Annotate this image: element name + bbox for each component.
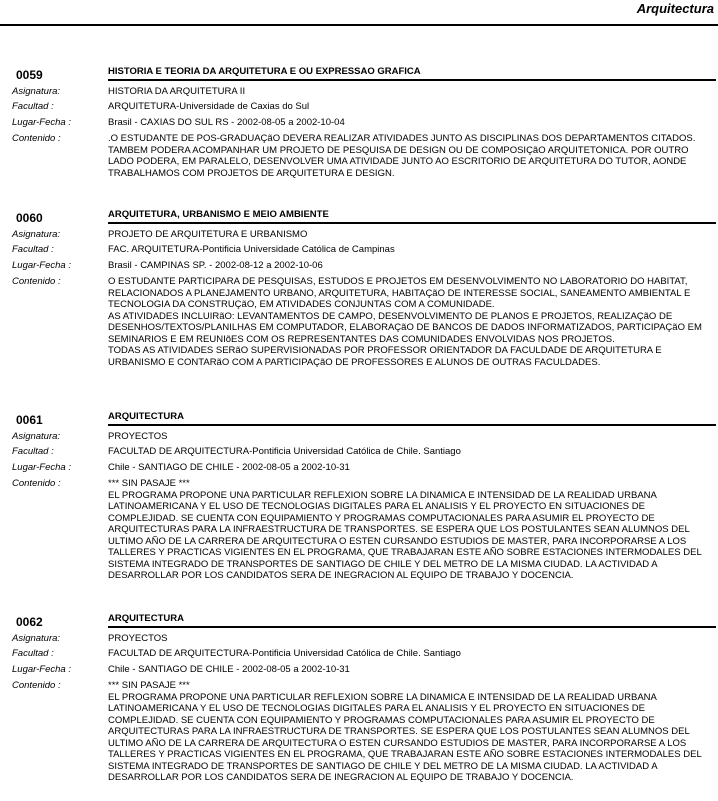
contenido-row xyxy=(0,680,718,784)
entry-divider xyxy=(108,626,716,628)
entry-divider xyxy=(108,222,716,224)
asignatura-row xyxy=(0,229,718,244)
contenido-label: Contenido : xyxy=(12,680,61,691)
facultad-row xyxy=(0,446,718,462)
entry-0060 xyxy=(0,209,718,368)
page-title: Arquitectura xyxy=(636,1,714,16)
asignatura-value: HISTORIA DA ARQUITETURA II xyxy=(108,86,246,97)
asignatura-row xyxy=(0,86,718,101)
facultad-row xyxy=(0,244,718,260)
facultad-value: FACULTAD DE ARQUITECTURA-Pontificia Universidad Católica de Chile. Santiago xyxy=(108,648,461,659)
entry-0059 xyxy=(0,66,718,179)
entry-number: 0061 xyxy=(16,413,43,427)
facultad-row xyxy=(0,648,718,664)
asignatura-value: PROYECTOS xyxy=(108,431,168,442)
entry-title: ARQUITETURA, URBANISMO E MEIO AMBIENTE xyxy=(108,209,329,220)
contenido-value: *** SIN PASAJE *** EL PROGRAMA PROPONE UNA PARTICULAR REFLEXION SOBRE LA DINAMICA E INTENSIDAD DE LA REALIDAD URBANA LATINOAMERICANA Y EL USO DE TECNOLOGIAS DIGITALES PARA EL ANALISIS Y EL PROYECTO EN SITUACIONES DE COMPLEJIDAD. SE CUENTA CON EQUIPAMIENTO Y PROGRAMAS COMPUTACIONALES PARA ASUMIR EL PROYECTO DE ARQUITECTURAS PARA LA INFRAESTRUCTURA DE TRANSPORTES. SE ESPERA QUE LOS POSTULANTES SEAN ALUMNOS DEL ULTIMO AÑO DE LA CARRERA DE ARQUITECTURA O ESTEN CURSANDO ESTUDIOS DE MASTER, PARA INCORPORARSE A LOS TALLERES Y PRACTICAS VIGIENTES EN EL PROGRAMA, QUE TRABAJARAN ESTE AÑO SOBRE ESTACIONES INTERMODALES DEL SISTEMA INTEGRADO DE TRANSPORTES DE SANTIAGO DE CHILE Y DEL METRO DE LA MISMA CIUDAD. LA ACTIVIDAD A DESARROLLAR POR LOS CANDIDATOS SERA DE INEGRACION AL EQUIPO DE TRABAJO Y DOCENCIA. xyxy=(108,478,702,581)
facultad-value: ARQUITETURA-Universidade de Caxias do Sul xyxy=(108,101,310,112)
asignatura-row xyxy=(0,431,718,446)
facultad-value: FACULTAD DE ARQUITECTURA-Pontificia Universidad Católica de Chile. Santiago xyxy=(108,446,461,457)
lugar-fecha-row xyxy=(0,117,718,133)
entry-title: ARQUITECTURA xyxy=(108,411,184,422)
asignatura-row xyxy=(0,633,718,648)
contenido-label: Contenido : xyxy=(12,478,61,489)
facultad-value: FAC. ARQUITETURA-Pontificia Universidade Católica de Campinas xyxy=(108,244,395,255)
lugar-fecha-value: Brasil - CAXIAS DO SUL RS - 2002-08-05 a 2002-10-04 xyxy=(108,117,345,128)
entry-0061 xyxy=(0,411,718,582)
entry-header xyxy=(0,209,718,227)
contenido-value: O ESTUDANTE PARTICIPARA DE PESQUISAS, ESTUDOS E PROJETOS EM DESENVOLVIMENTO NO LABORATORIO DO HABITAT, RELACIONADOS A PLANEJAMENTO URBANO, ARQUITETURA, HABITAÇãO DE INTERESSE SOCIAL, SANEAMENTO AMBIENTAL E TECNOLOGIA DA CONSTRUÇãO, EM ATIVIDADES CONJUNTAS COM A COMUNIDADE. AS ATIVIDADES INCLUIRãO: LEVANTAMENTOS DE CAMPO, DESENVOLVIMENTO DE PLANOS E PROJETOS, REALIZAÇãO DE DESENHOS/TEXTOS/PLANILHAS EM COMPUTADOR, ELABORAÇãO DE BANCOS DE DADOS INFORMATIZADOS, PARTICIPAÇãO EM SEMINARIOS E EM REUNIõES COM OS REPRESENTANTES DAS COMUNIDADES ENVOLVIDAS NOS PROJETOS. TODAS AS ATIVIDADES SERãO SUPERVISIONADAS POR PROFESSOR ORIENTADOR DA FACULDADE DE ARQUITETURA E URBANISMO E CONTARãO COM A PARTICIPAÇãO DE PROFESSORES E ALUNOS DE OUTRAS FACULDADES. xyxy=(108,276,702,368)
entry-number: 0059 xyxy=(16,68,43,82)
lugar-fecha-row xyxy=(0,260,718,276)
asignatura-label: Asignatura: xyxy=(12,633,61,644)
facultad-label: Facultad : xyxy=(12,101,54,112)
lugar-fecha-row xyxy=(0,664,718,680)
contenido-label: Contenido : xyxy=(12,276,61,287)
entry-header xyxy=(0,411,718,429)
lugar-fecha-row xyxy=(0,462,718,478)
lugar-fecha-label: Lugar-Fecha : xyxy=(12,260,71,271)
contenido-value: *** SIN PASAJE *** EL PROGRAMA PROPONE UNA PARTICULAR REFLEXION SOBRE LA DINAMICA E INTENSIDAD DE LA REALIDAD URBANA LATINOAMERICANA Y EL USO DE TECNOLOGIAS DIGITALES PARA EL ANALISIS Y EL PROYECTO EN SITUACIONES DE COMPLEJIDAD. SE CUENTA CON EQUIPAMIENTO Y PROGRAMAS COMPUTACIONALES PARA ASUMIR EL PROYECTO DE ARQUITECTURAS PARA LA INFRAESTRUCTURA DE TRANSPORTES. SE ESPERA QUE LOS POSTULANTES SEAN ALUMNOS DEL ULTIMO AÑO DE LA CARRERA DE ARQUITECTURA O ESTEN CURSANDO ESTUDIOS DE MASTER, PARA INCORPORARSE A LOS TALLERES Y PRACTICAS VIGIENTES EN EL PROGRAMA, QUE TRABAJARAN ESTE AÑO SOBRE ESTACIONES INTERMODALES DEL SISTEMA INTEGRADO DE TRANSPORTES DE SANTIAGO DE CHILE Y DEL METRO DE LA MISMA CIUDAD. LA ACTIVIDAD A DESARROLLAR POR LOS CANDIDATOS SERA DE INEGRACION AL EQUIPO DE TRABAJO Y DOCENCIA. xyxy=(108,680,702,783)
contenido-row xyxy=(0,133,718,179)
entry-title: ARQUITECTURA xyxy=(108,613,184,624)
lugar-fecha-label: Lugar-Fecha : xyxy=(12,664,71,675)
asignatura-label: Asignatura: xyxy=(12,229,61,240)
entry-title: HISTORIA E TEORIA DA ARQUITETURA E OU EXPRESSAO GRAFICA xyxy=(108,66,421,77)
facultad-label: Facultad : xyxy=(12,648,54,659)
contenido-row xyxy=(0,276,718,368)
lugar-fecha-value: Brasil - CAMPINAS SP. - 2002-08-12 a 2002-10-06 xyxy=(108,260,323,271)
contenido-row xyxy=(0,478,718,582)
contenido-label: Contenido : xyxy=(12,133,61,144)
contenido-value: .O ESTUDANTE DE POS-GRADUAÇãO DEVERA REALIZAR ATIVIDADES JUNTO AS DISCIPLINAS DOS DEPARTAMENTOS CITADOS. TAMBEM PODERA ACOMPANHAR UM PROJETO DE PESQUISA DE DESIGN OU DE COMPOSIÇãO ARQUITETONICA. POR OUTRO LADO PODERA, EM PARALELO, DESENVOLVER UMA ATIVIDADE JUNTO AO ESCRITORIO DE ARQUITETURA DO TUTOR, AONDE TRABALHAMOS COM PROJETOS DE ARQUITETURA E DESIGN. xyxy=(108,133,696,179)
facultad-row xyxy=(0,101,718,117)
facultad-label: Facultad : xyxy=(12,446,54,457)
lugar-fecha-label: Lugar-Fecha : xyxy=(12,117,71,128)
lugar-fecha-label: Lugar-Fecha : xyxy=(12,462,71,473)
entry-number: 0060 xyxy=(16,211,43,225)
asignatura-value: PROYECTOS xyxy=(108,633,168,644)
entry-number: 0062 xyxy=(16,615,43,629)
lugar-fecha-value: Chile - SANTIAGO DE CHILE - 2002-08-05 a 2002-10-31 xyxy=(108,462,350,473)
entry-divider xyxy=(108,424,716,426)
entry-header xyxy=(0,66,718,84)
asignatura-value: PROJETO DE ARQUITETURA E URBANISMO xyxy=(108,229,308,240)
entry-0062 xyxy=(0,613,718,784)
entry-header xyxy=(0,613,718,631)
lugar-fecha-value: Chile - SANTIAGO DE CHILE - 2002-08-05 a 2002-10-31 xyxy=(108,664,350,675)
page-header xyxy=(0,0,718,26)
asignatura-label: Asignatura: xyxy=(12,86,61,97)
asignatura-label: Asignatura: xyxy=(12,431,61,442)
facultad-label: Facultad : xyxy=(12,244,54,255)
entry-divider xyxy=(108,79,716,81)
